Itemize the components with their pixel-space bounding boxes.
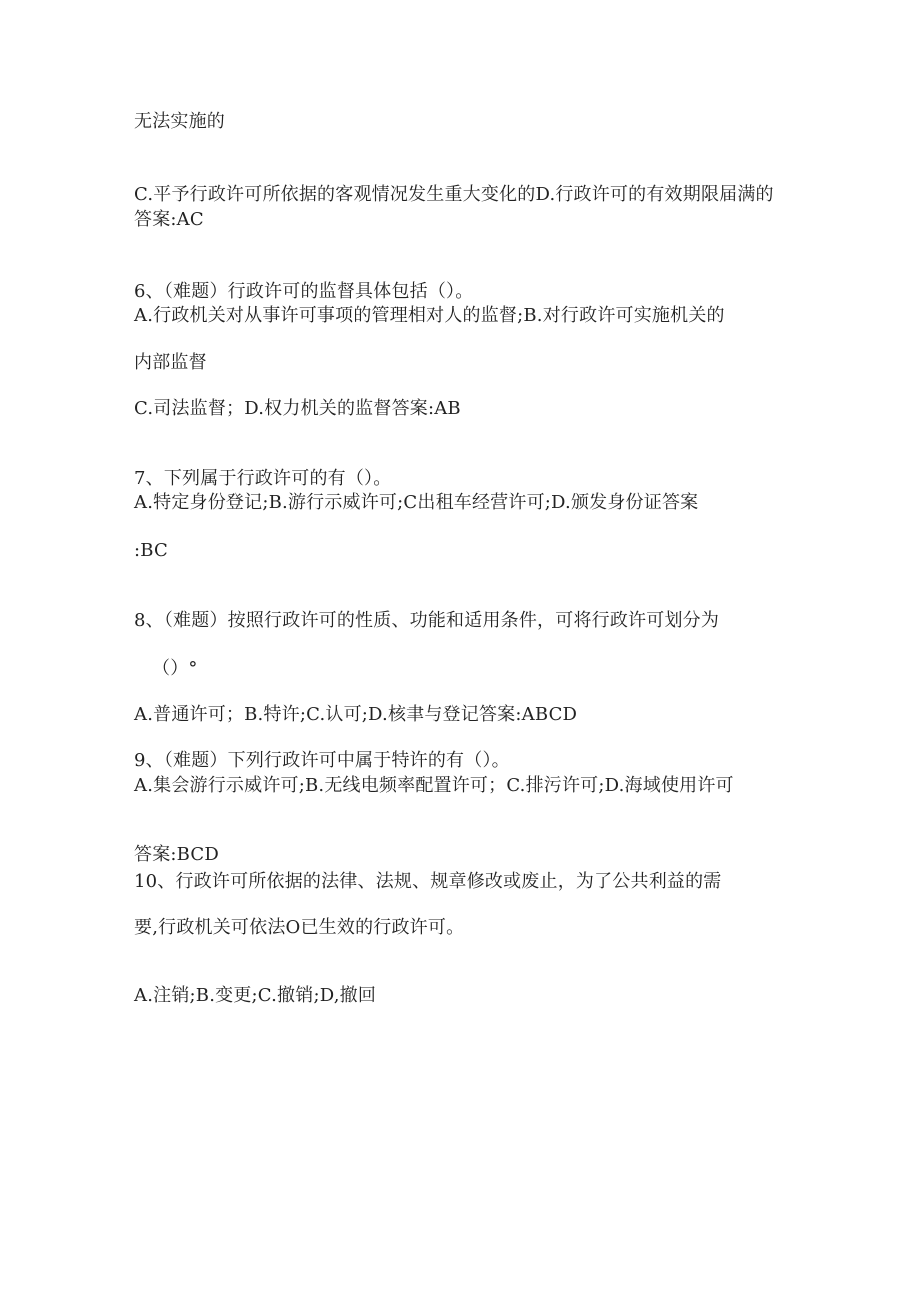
text-line: 无法实施的 — [134, 111, 225, 132]
answer-line: 答案:BCD — [134, 844, 220, 865]
answer-line: :BC — [134, 540, 168, 561]
question-line: 9、（难题）下列行政许可中属于特许的有（）。 — [134, 750, 510, 771]
text-line: C.平予行政许可所依据的客观情况发生重大变化的D.行政许可的有效期限届满的 — [134, 184, 774, 205]
option-line: A.特定身份登记;B.游行示威许可;C出租车经营许可;D.颁发身份证答案 — [134, 492, 699, 513]
text-line: 要,行政机关可依法O已生效的行政许可。 — [134, 917, 465, 938]
text-line: （）° — [152, 658, 198, 679]
answer-line: 答案:AC — [134, 209, 204, 230]
option-line: C.司法监督；D.权力机关的监督答案:AB — [134, 398, 461, 419]
text-line: 内部监督 — [134, 352, 207, 373]
question-line: 10、行政许可所依据的法律、法规、规章修改或废止，为了公共利益的需 — [134, 871, 722, 892]
option-line: A.注销;B.变更;C.撤销;D,撤回 — [134, 985, 377, 1006]
option-line: A.普通许可；B.特许;C.认可;D.核聿与登记答案:ABCD — [134, 704, 578, 725]
question-line: 7、下列属于行政许可的有（）。 — [134, 468, 392, 489]
option-line: A.行政机关对从事许可事项的管理相对人的监督;B.对行政许可实施机关的 — [134, 305, 725, 326]
question-line: 6、（难题）行政许可的监督具体包括（）。 — [134, 281, 474, 302]
question-line: 8、（难题）按照行政许可的性质、功能和适用条件，可将行政许可划分为 — [134, 610, 720, 631]
option-line: A.集会游行示威许可;B.无线电频率配置许可；C.排污许可;D.海域使用许可 — [134, 775, 734, 796]
